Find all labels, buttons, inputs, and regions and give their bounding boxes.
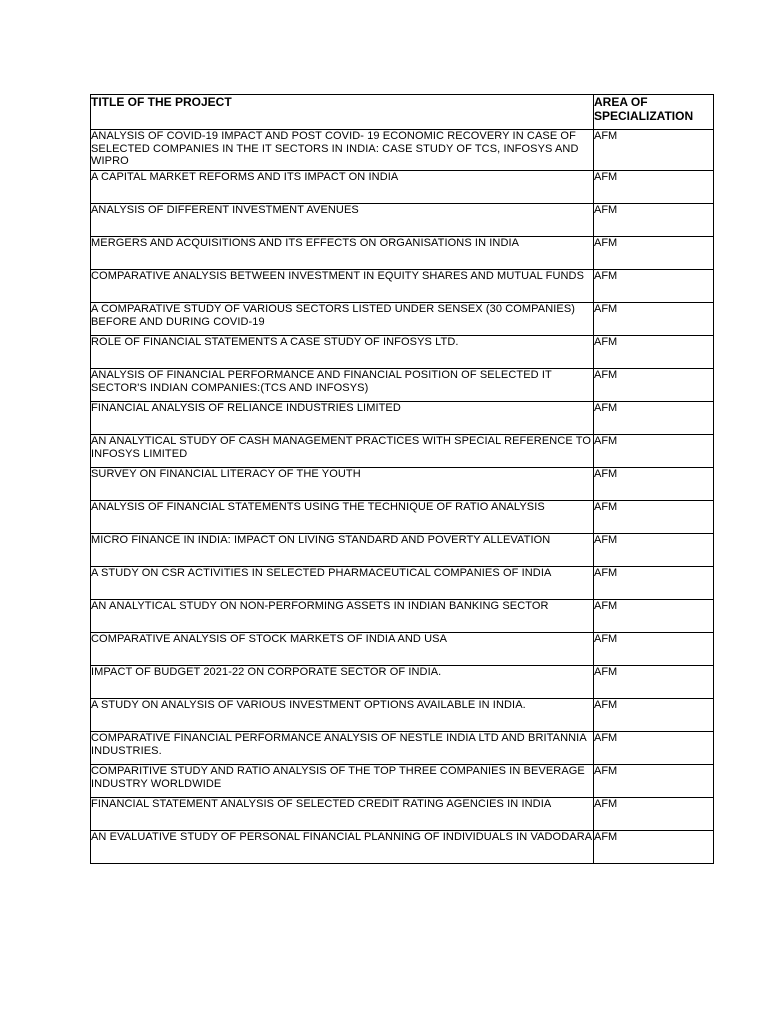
project-title-cell: A CAPITAL MARKET REFORMS AND ITS IMPACT ON INDIA xyxy=(91,171,594,204)
specialization-cell: AFM xyxy=(594,204,714,237)
project-title-cell: AN ANALYTICAL STUDY OF CASH MANAGEMENT PRACTICES WITH SPECIAL REFERENCE TO INFOSYS LIMITED xyxy=(91,435,594,468)
table-row xyxy=(91,369,714,402)
table-row xyxy=(91,666,714,699)
specialization-cell: AFM xyxy=(594,303,714,336)
table-row xyxy=(91,303,714,336)
specialization-cell: AFM xyxy=(594,130,714,171)
table-row xyxy=(91,237,714,270)
header-area-line2: SPECIALIZATION xyxy=(594,109,694,123)
table-row xyxy=(91,798,714,831)
table-row xyxy=(91,765,714,798)
specialization-cell: AFM xyxy=(594,831,714,864)
project-title-cell: FINANCIAL STATEMENT ANALYSIS OF SELECTED CREDIT RATING AGENCIES IN INDIA xyxy=(91,798,594,831)
table-header-row xyxy=(91,95,714,130)
specialization-cell: AFM xyxy=(594,336,714,369)
specialization-cell: AFM xyxy=(594,732,714,765)
table-row xyxy=(91,501,714,534)
table-row xyxy=(91,435,714,468)
project-title-cell: A COMPARATIVE STUDY OF VARIOUS SECTORS LISTED UNDER SENSEX (30 COMPANIES) BEFORE AND DURING COVID-19 xyxy=(91,303,594,336)
specialization-cell: AFM xyxy=(594,699,714,732)
project-title-cell: ANALYSIS OF FINANCIAL PERFORMANCE AND FINANCIAL POSITION OF SELECTED IT SECTOR'S INDIAN COMPANIES:(TCS AND INFOSYS) xyxy=(91,369,594,402)
specialization-cell: AFM xyxy=(594,468,714,501)
table-row xyxy=(91,204,714,237)
project-title-cell: ANALYSIS OF DIFFERENT INVESTMENT AVENUES xyxy=(91,204,594,237)
project-title-cell: ANALYSIS OF COVID-19 IMPACT AND POST COVID- 19 ECONOMIC RECOVERY IN CASE OF SELECTED COMPANIES IN THE IT SECTORS IN INDIA: CASE STUDY OF TCS, INFOSYS AND WIPRO xyxy=(91,130,594,171)
specialization-cell: AFM xyxy=(594,633,714,666)
project-title-cell: COMPARATIVE ANALYSIS BETWEEN INVESTMENT IN EQUITY SHARES AND MUTUAL FUNDS xyxy=(91,270,594,303)
project-title-cell: AN EVALUATIVE STUDY OF PERSONAL FINANCIAL PLANNING OF INDIVIDUALS IN VADODARA xyxy=(91,831,594,864)
specialization-cell: AFM xyxy=(594,600,714,633)
header-title-of-project: TITLE OF THE PROJECT xyxy=(91,95,594,130)
table-row xyxy=(91,336,714,369)
projects-table xyxy=(90,94,714,864)
table-row xyxy=(91,567,714,600)
table-row xyxy=(91,831,714,864)
specialization-cell: AFM xyxy=(594,765,714,798)
specialization-cell: AFM xyxy=(594,237,714,270)
specialization-cell: AFM xyxy=(594,369,714,402)
table-row xyxy=(91,633,714,666)
project-title-cell: IMPACT OF BUDGET 2021-22 ON CORPORATE SECTOR OF INDIA. xyxy=(91,666,594,699)
table-row xyxy=(91,699,714,732)
specialization-cell: AFM xyxy=(594,666,714,699)
project-title-cell: ANALYSIS OF FINANCIAL STATEMENTS USING THE TECHNIQUE OF RATIO ANALYSIS xyxy=(91,501,594,534)
project-title-cell: COMPARITIVE STUDY AND RATIO ANALYSIS OF THE TOP THREE COMPANIES IN BEVERAGE INDUSTRY WORLDWIDE xyxy=(91,765,594,798)
table-row xyxy=(91,600,714,633)
project-title-cell: MICRO FINANCE IN INDIA: IMPACT ON LIVING STANDARD AND POVERTY ALLEVATION xyxy=(91,534,594,567)
project-title-cell: AN ANALYTICAL STUDY ON NON-PERFORMING ASSETS IN INDIAN BANKING SECTOR xyxy=(91,600,594,633)
table-row xyxy=(91,534,714,567)
project-title-cell: ROLE OF FINANCIAL STATEMENTS A CASE STUDY OF INFOSYS LTD. xyxy=(91,336,594,369)
specialization-cell: AFM xyxy=(594,534,714,567)
header-area-line1: AREA OF xyxy=(594,95,648,109)
project-title-cell: A STUDY ON ANALYSIS OF VARIOUS INVESTMENT OPTIONS AVAILABLE IN INDIA. xyxy=(91,699,594,732)
header-area-of-specialization xyxy=(594,95,714,130)
specialization-cell: AFM xyxy=(594,171,714,204)
specialization-cell: AFM xyxy=(594,798,714,831)
table-row xyxy=(91,402,714,435)
project-title-cell: COMPARATIVE ANALYSIS OF STOCK MARKETS OF INDIA AND USA xyxy=(91,633,594,666)
specialization-cell: AFM xyxy=(594,402,714,435)
project-title-cell: COMPARATIVE FINANCIAL PERFORMANCE ANALYSIS OF NESTLE INDIA LTD AND BRITANNIA INDUSTRIES. xyxy=(91,732,594,765)
table-row xyxy=(91,732,714,765)
specialization-cell: AFM xyxy=(594,435,714,468)
table-row xyxy=(91,468,714,501)
project-title-cell: FINANCIAL ANALYSIS OF RELIANCE INDUSTRIES LIMITED xyxy=(91,402,594,435)
project-title-cell: A STUDY ON CSR ACTIVITIES IN SELECTED PHARMACEUTICAL COMPANIES OF INDIA xyxy=(91,567,594,600)
project-title-cell: MERGERS AND ACQUISITIONS AND ITS EFFECTS ON ORGANISATIONS IN INDIA xyxy=(91,237,594,270)
project-title-cell: SURVEY ON FINANCIAL LITERACY OF THE YOUTH xyxy=(91,468,594,501)
specialization-cell: AFM xyxy=(594,270,714,303)
table-row xyxy=(91,270,714,303)
table-row xyxy=(91,130,714,171)
specialization-cell: AFM xyxy=(594,567,714,600)
specialization-cell: AFM xyxy=(594,501,714,534)
table-row xyxy=(91,171,714,204)
